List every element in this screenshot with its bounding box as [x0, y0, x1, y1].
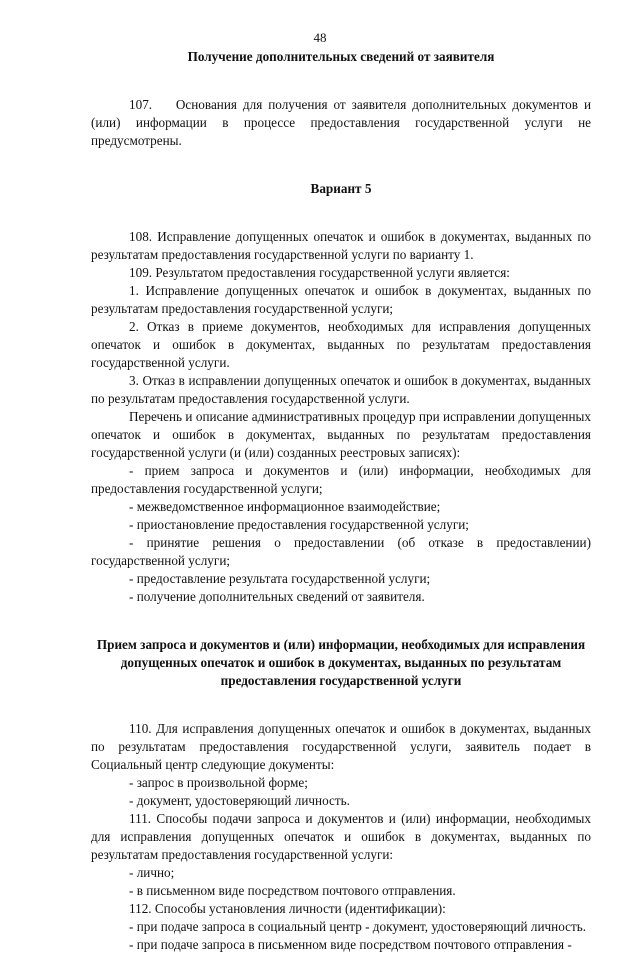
procedure-item: - межведомственное информационное взаимодействие; [129, 499, 441, 514]
paragraph-112: 112. Способы установления личности (идентификации): [129, 901, 446, 916]
paragraph-107: 107. Основания для получения от заявителя дополнительных документов и (или) информации в процессе предоставления государственной услуги не предусмотрены. [91, 97, 591, 148]
result-item-3: 3. Отказ в исправлении допущенных опечаток и ошибок в документах, выданных по результатам предоставления государственной услуги. [91, 373, 591, 406]
section-title: Получение дополнительных сведений от заявителя [187, 49, 495, 64]
procedure-item: - предоставление результата государственной услуги; [129, 571, 431, 586]
paragraph-110: 110. Для исправления допущенных опечаток и ошибок в документах, выданных по результатам предоставления государственной услуги, заявитель подает в Социальный центр следующие документы: [91, 721, 591, 772]
submission-method-item: - лично; [129, 865, 175, 880]
document-item: - запрос в произвольной форме; [129, 775, 308, 790]
procedure-item: - принятие решения о предоставлении (об отказе в предоставлении) государственной услуги; [91, 535, 591, 568]
procedure-item: - получение дополнительных сведений от заявителя. [129, 589, 425, 604]
identification-item: - при подаче запроса в письменном виде посредством почтового отправления - [129, 937, 572, 952]
result-item-1: 1. Исправление допущенных опечаток и ошибок в документах, выданных по результатам предоставления государственной услуги; [91, 283, 591, 316]
procedures-intro: Перечень и описание административных процедур при исправлении допущенных опечаток и ошибок в документах, выданных по результатам предоставления государственной услуги (и (или) созданных реестровых записях): [91, 409, 591, 460]
procedure-item: - прием запроса и документов и (или) информации, необходимых для предоставления государственной услуги; [91, 463, 591, 496]
submission-method-item: - в письменном виде посредством почтового отправления. [129, 883, 456, 898]
page-number: 48 [313, 30, 327, 45]
identification-item: - при подаче запроса в социальный центр - документ, удостоверяющий личность. [129, 919, 587, 934]
paragraph-108: 108. Исправление допущенных опечаток и ошибок в документах, выданных по результатам предоставления государственной услуги по варианту 1. [91, 229, 591, 262]
document-item: - документ, удостоверяющий личность. [129, 793, 350, 808]
procedure-item: - приостановление предоставления государственной услуги; [129, 517, 469, 532]
paragraph-109: 109. Результатом предоставления государственной услуги является: [129, 265, 510, 280]
section-title: Прием запроса и документов и (или) информации, необходимых для исправления допущенных опечаток и ошибок в документах, выданных по результатам предоставления государственной услуги [96, 637, 586, 688]
document-body [91, 48, 591, 954]
result-item-2: 2. Отказ в приеме документов, необходимых для исправления допущенных опечаток и ошибок в документах, выданных по результатам предоставления государственной услуги. [91, 319, 591, 370]
section-title: Вариант 5 [310, 181, 372, 196]
paragraph-111: 111. Способы подачи запроса и документов и (или) информации, необходимых для исправления допущенных опечаток и ошибок в документах, выданных по результатам предоставления государственной услуги: [91, 811, 591, 862]
